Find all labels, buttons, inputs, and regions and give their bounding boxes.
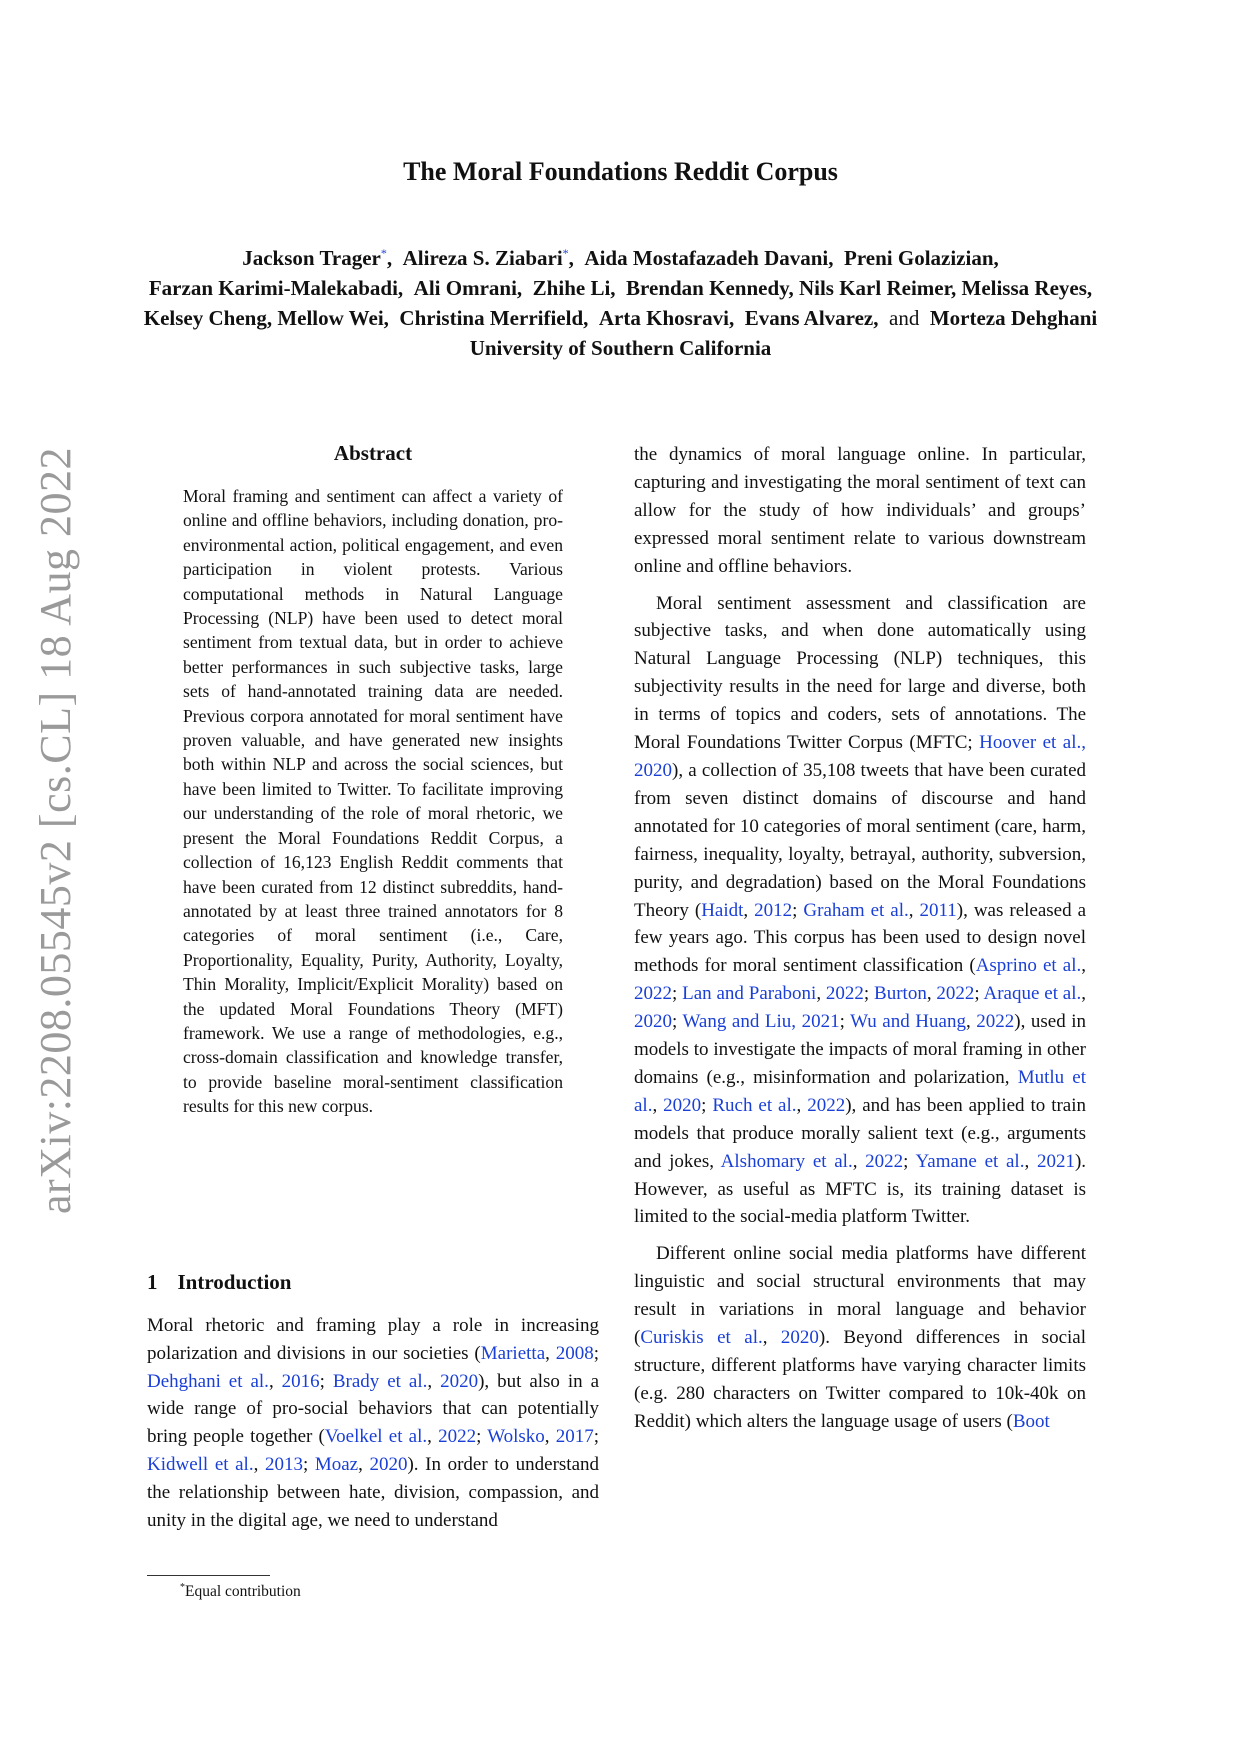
citation-link[interactable]: 2020 xyxy=(440,1370,479,1392)
author-name: Arta Khosravi, xyxy=(598,306,735,330)
citation-link[interactable]: 2022 xyxy=(438,1426,477,1448)
footnote-divider xyxy=(147,1575,270,1576)
citation-link[interactable]: 2020 xyxy=(780,1327,819,1349)
citation-link[interactable]: 2012 xyxy=(754,899,793,921)
arxiv-watermark-text: arXiv:2208.05545v2 [cs.CL] 18 Aug 2022 xyxy=(30,446,80,1214)
citation-link[interactable]: Alshomary et al. xyxy=(720,1150,853,1172)
citation-link[interactable]: 2022 xyxy=(976,1011,1015,1033)
citation-link[interactable]: 2020 xyxy=(634,1011,672,1033)
citation-link[interactable]: Graham et al. xyxy=(803,899,909,921)
citation-link[interactable]: Mutlu et al. xyxy=(634,1066,1086,1116)
citation-link[interactable]: Wu and Huang xyxy=(850,1011,966,1033)
author-conjunction: and xyxy=(889,306,920,330)
author-name: Jackson Trager xyxy=(242,246,381,270)
citation-link[interactable]: Yamane et al. xyxy=(915,1150,1025,1172)
abstract-heading: Abstract xyxy=(333,441,413,465)
section-title: Introduction xyxy=(177,1270,292,1294)
author-name: Ali Omrani, xyxy=(413,276,523,300)
author-name: Christina Merrifield, xyxy=(399,306,589,330)
citation-link[interactable]: Voelkel et al. xyxy=(324,1426,428,1448)
author-name: Nils Karl Reimer, xyxy=(798,276,957,300)
citation-link[interactable]: 2022 xyxy=(936,983,975,1005)
author-line-2 xyxy=(40,273,1201,303)
citation-link[interactable]: 2022 xyxy=(825,983,864,1005)
author-name: Brendan Kennedy, xyxy=(626,276,794,300)
citation-link[interactable]: Ruch et al. xyxy=(712,1094,797,1116)
section-heading-introduction xyxy=(147,1270,291,1295)
author-name: Mellow Wei, xyxy=(277,306,389,330)
citation-link[interactable]: Dehghani et al. xyxy=(147,1370,269,1392)
citation-link[interactable]: Araque et al. xyxy=(983,983,1082,1005)
body-paragraph: the dynamics of moral language online. In particular, capturing and investigating the moral sentiment of text can allow for the study of how individuals’ and groups’ expressed moral sentiment relate to various downstream online and offline behaviors. xyxy=(634,444,1086,577)
author-name: Alireza S. Ziabari xyxy=(402,246,563,270)
author-name: Kelsey Cheng, xyxy=(143,306,273,330)
citation-link[interactable]: 2011 xyxy=(919,899,957,921)
author-line-3 xyxy=(40,303,1201,333)
citation-link[interactable]: Moaz xyxy=(314,1453,359,1475)
footnote-text: Equal contribution xyxy=(185,1583,301,1601)
author-name: Zhihe Li, xyxy=(532,276,616,300)
citation-link[interactable]: Asprino et al. xyxy=(975,955,1082,977)
author-name: Melissa Reyes, xyxy=(961,276,1093,300)
author-name: Aida Mostafazadeh Davani, xyxy=(584,246,834,270)
citation-link[interactable]: Brady et al. xyxy=(332,1370,428,1392)
footnote xyxy=(180,1582,301,1601)
citation-link[interactable]: Lan and Paraboni xyxy=(682,983,817,1005)
footnote-mark: * xyxy=(180,1582,185,1593)
equal-contribution-mark[interactable]: * xyxy=(562,246,569,260)
body-paragraph: Moral sentiment assessment and classification are subjective tasks, and when done automatically using Natural Language Processing (NLP) techniques, this subjectivity results in the need for large and diverse, both in terms of topics and coders, sets of annotations. The Moral Foundations Twitter Corpus (MFTC; Hoover et al., 2020), a collection of 35,108 tweets that have been curated from seven distinct domains of discourse and hand annotated for 10 categories of moral sentiment (care, harm, fairness, inequality, loyalty, betrayal, authority, subversion, purity, and degradation) based on the Moral Foundations Theory (Haidt, 2012; Graham et al., 2011), was released a few years ago. This corpus has been used to design novel methods for moral sentiment classification (Asprino et al., 2022; Lan and Paraboni, 2022; Burton, 2022; Araque et al., 2020; Wang and Liu, 2021; Wu and Huang, 2022), used in models to investigate the impacts of moral framing in other domains (e.g., misinformation and polarization, Mutlu et al., 2020; Ruch et al., 2022), and has been applied to train models that produce morally salient text (e.g., arguments and jokes, Alshomary et al., 2022; Yamane et al., 2021). However, as useful as MFTC is, its training dataset is limited to the social-media platform Twitter. xyxy=(634,592,1087,1228)
citation-link[interactable]: 2022 xyxy=(807,1094,846,1116)
citation-link[interactable]: 2016 xyxy=(281,1370,320,1392)
introduction-paragraph: Moral rhetoric and framing play a role in increasing polarization and divisions in our societies (Marietta, 2008; Dehghani et al., 2016; Brady et al., 2020), but also in a wide range of pro-social behaviors that can potentially bring people together (Voelkel et al., 2022; Wolsko, 2017; Kidwell et al., 2013; Moaz, 2020). In order to understand the relationship between hate, division, compassion, and unity in the digital age, we need to understand xyxy=(147,1315,600,1531)
citation-link[interactable]: 2013 xyxy=(264,1453,303,1475)
author-name: Preni Golazizian, xyxy=(844,246,999,270)
citation-link[interactable]: Haidt xyxy=(701,899,744,921)
citation-link[interactable]: 2022 xyxy=(634,983,672,1005)
right-column xyxy=(634,441,1086,1445)
arxiv-watermark xyxy=(22,446,88,1214)
citation-link[interactable]: Boot xyxy=(1012,1410,1050,1432)
citation-link[interactable]: 2020 xyxy=(369,1453,408,1475)
author-name: Morteza Dehghani xyxy=(929,306,1098,330)
citation-link[interactable]: Hoover et al., 2020 xyxy=(634,732,1086,781)
author-name: Farzan Karimi-Malekabadi, xyxy=(148,276,404,300)
citation-link[interactable]: 2022 xyxy=(865,1150,904,1172)
citation-link[interactable]: Curiskis et al. xyxy=(640,1327,763,1349)
affiliation: University of Southern California xyxy=(469,336,772,360)
section-number: 1 xyxy=(147,1270,158,1294)
citation-link[interactable]: 2008 xyxy=(555,1342,594,1364)
citation-link[interactable]: Burton xyxy=(874,983,927,1005)
abstract-text: Moral framing and sentiment can affect a variety of online and offline behaviors, including donation, pro-environmental action, political engagement, and even participation in violent protests. Various computational methods in Natural Language Processing (NLP) have been used to detect moral sentiment from textual data, but in order to achieve better performances in such subjective tasks, large sets of hand-annotated training data are needed. Previous corpora annotated for moral sentiment have proven valuable, and have generated new insights both within NLP and across the social sciences, but have been limited to Twitter. To facilitate improving our understanding of the role of moral rhetoric, we present the Moral Foundations Reddit Corpus, a collection of 16,123 English Reddit comments that have been curated from 12 distinct subreddits, hand-annotated by at least three trained annotators for 8 categories of moral sentiment (i.e., Care, Proportionality, Equality, Purity, Authority, Loyalty, Thin Morality, Implicit/Explicit Morality) based on the updated Moral Foundations Theory (MFT) framework. We use a range of methodologies, e.g., cross-domain classification and knowledge transfer, to provide baseline moral-sentiment classification results for this new corpus. xyxy=(183,486,563,1117)
citation-link[interactable]: Marietta xyxy=(480,1342,546,1364)
citation-link[interactable]: Wang and Liu, 2021 xyxy=(682,1011,840,1033)
citation-link[interactable]: 2021 xyxy=(1036,1150,1075,1172)
citation-link[interactable]: 2020 xyxy=(663,1094,702,1116)
author-line-1: Jackson Trager*, Alireza S. Ziabari*, Aida Mostafazadeh Davani, Preni Golazizian, xyxy=(242,246,999,270)
author-list xyxy=(40,238,1201,363)
body-paragraph: Different online social media platforms have different linguistic and social structural environments that may result in variations in moral language and behavior (Curiskis et al., 2020). Beyond differences in social structure, different platforms have varying character limits (e.g. 280 characters on Twitter compared to 10k-40k on Reddit) which alters the language usage of users (Boot xyxy=(634,1243,1086,1432)
author-name: Evans Alvarez, xyxy=(744,306,879,330)
equal-contribution-mark[interactable]: * xyxy=(380,246,387,260)
paper-title: The Moral Foundations Reddit Corpus xyxy=(403,157,838,186)
citation-link[interactable]: Wolsko xyxy=(487,1426,545,1448)
citation-link[interactable]: 2017 xyxy=(555,1426,594,1448)
citation-link[interactable]: Kidwell et al. xyxy=(147,1453,254,1475)
